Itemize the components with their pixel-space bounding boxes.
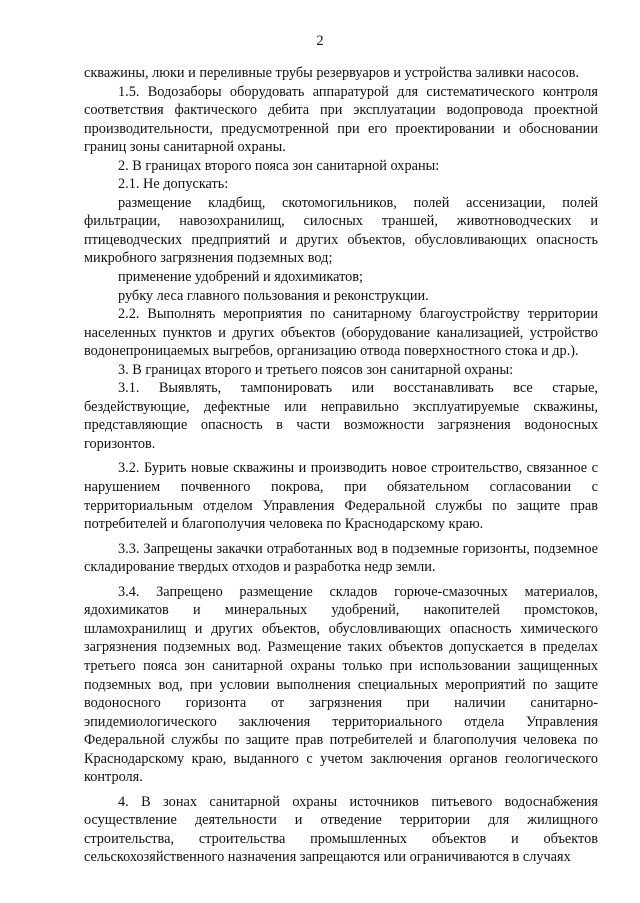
paragraph-2-1: 2.1. Не допускать: [118,176,229,193]
document-body [84,64,598,867]
list-item-placement: размещение кладбищ, скотомогильников, полей ассенизации, полей фильтрации, навозохранилищ, силосных траншей, животноводческих и птицеводческих предприятий и других объектов, обусловливающих опасность микробного загрязнения подземных вод; [84,194,598,267]
paragraph-continuation: скважины, люки и переливные трубы резервуаров и устройства заливки насосов. [84,65,580,81]
paragraph-2-2: 2.2. Выполнять мероприятия по санитарному благоустройству территории населенных пунктов и других объектов (оборудование канализацией, устройство водонепроницаемых выгребов, организацию отвода поверхностного стока и др.). [84,306,598,360]
list-item-logging: рубку леса главного пользования и реконструкции. [118,287,429,304]
heading-section-3: 3. В границах второго и третьего поясов зон санитарной охраны: [118,361,514,378]
paragraph-3-3: 3.3. Запрещены закачки отработанных вод в подземные горизонты, подземное складирование твердых отходов и разработка недр земли. [84,540,598,576]
paragraph-1-5: 1.5. Водозаборы оборудовать аппаратурой для систематического контроля соответствия фактического дебита при эксплуатации водопровода проектной производительности, предусмотренной при его проектировании и обосновании границ зоны санитарной охраны. [84,83,598,156]
page-number: 2 [316,33,324,49]
paragraph-4: 4. В зонах санитарной охраны источников питьевого водоснабжения осуществление деятельности и отведение территории для жилищного строительства, строительства промышленных объектов и объектов сельскохозяйственного назначения запрещаются или ограничиваются в случаях [84,793,598,866]
paragraph-3-2: 3.2. Бурить новые скважины и производить новое строительство, связанное с нарушением почвенного покрова, при обязательном согласовании с территориальным отделом Управления Федеральной службы по защите прав потребителей и благополучия человека по Краснодарскому краю. [84,460,598,533]
paragraph-3-4: 3.4. Запрещено размещение складов горюче-смазочных материалов, ядохимикатов и минеральных удобрений, накопителей промстоков, шламохранилищ и других объектов, обусловливающих опасность химического загрязнения подземных вод. Размещение таких объектов допускается в пределах третьего пояса зон санитарной охраны только при использовании защищенных подземных вод, при условии выполнения специальных мероприятий по защите водоносного горизонта от загрязнения при наличии санитарно-эпидемиологического заключения территориального отдела Управления Федеральной службы по защите прав потребителей и благополучия человека по Краснодарскому краю, выданного с учетом заключения органов геологического контроля. [84,583,598,786]
list-item-fertilizers: применение удобрений и ядохимикатов; [118,269,364,286]
paragraph-3-1: 3.1. Выявлять, тампонировать или восстанавливать все старые, бездействующие, дефектные или неправильно эксплуатируемые скважины, представляющие опасность в части возможности загрязнения водоносных горизонтов. [84,380,598,452]
heading-section-2: 2. В границах второго пояса зон санитарной охраны: [118,157,440,174]
